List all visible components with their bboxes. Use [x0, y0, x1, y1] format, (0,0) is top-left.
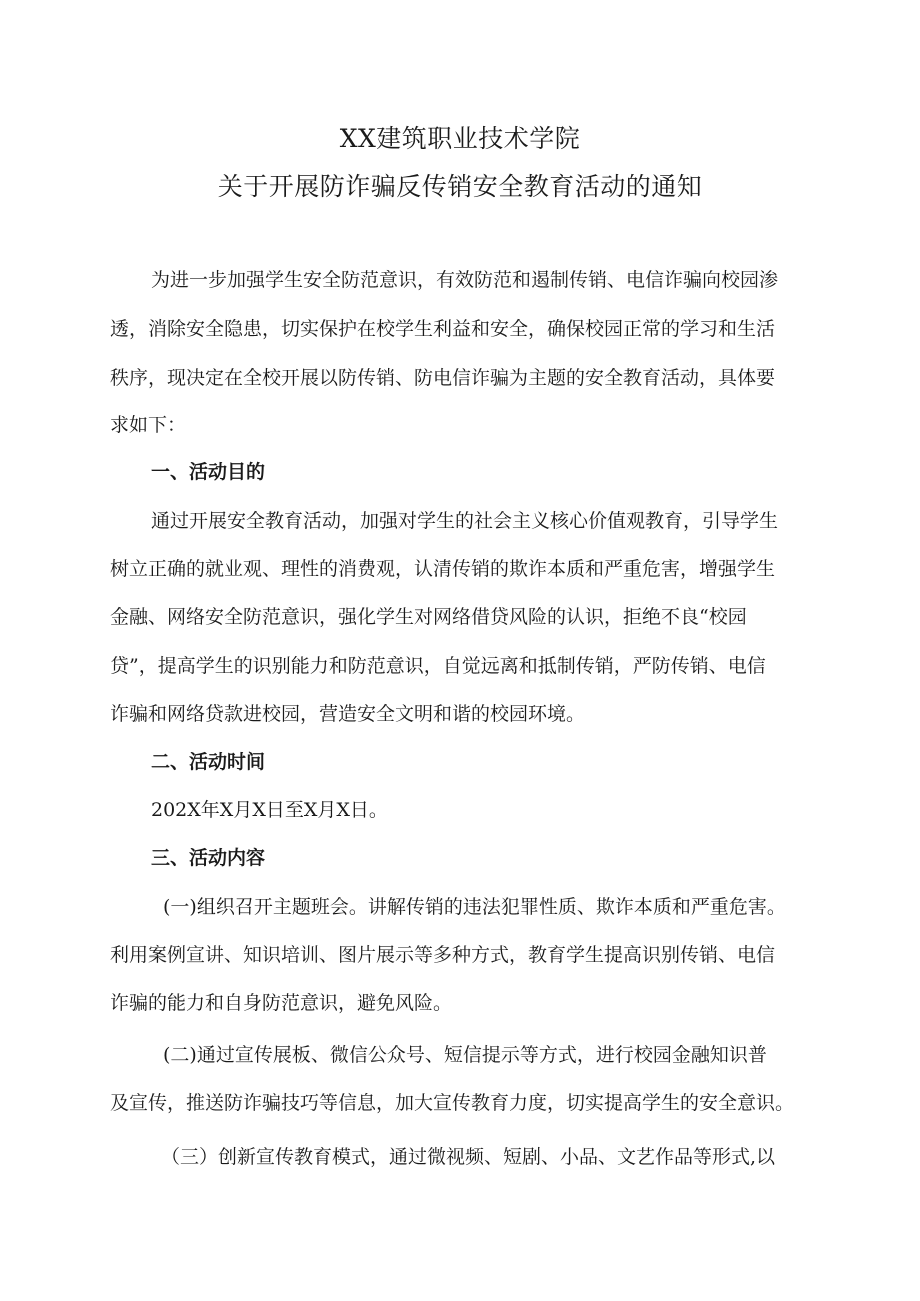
content-item3-line: （三）创新宣传教育模式，通过微视频、短剧、小品、文艺作品等形式,以	[161, 1146, 776, 1168]
document-title-school: XX建筑职业技术学院	[339, 124, 581, 153]
intro-line: 秩序，现决定在全校开展以防传销、防电信诈骗为主题的安全教育活动，具体要	[110, 367, 776, 389]
intro-line: 透，消除安全隐患，切实保护在校学生利益和安全，确保校园正常的学习和生活	[110, 318, 776, 340]
section-heading-content: 三、活动内容	[151, 847, 266, 869]
document-title-notice: 关于开展防诈骗反传销安全教育活动的通知	[217, 172, 703, 201]
content-item1-line: (一)组织召开主题班会。讲解传销的违法犯罪性质、欺诈本质和严重危害。	[163, 896, 786, 918]
purpose-line: 树立正确的就业观、理性的消费观，认清传销的欺诈本质和严重危害，增强学生	[110, 558, 776, 580]
content-item1-line: 诈骗的能力和自身防范意识，避免风险。	[110, 992, 453, 1014]
purpose-line: 通过开展安全教育活动，加强对学生的社会主义核心价值观教育，引导学生	[151, 510, 779, 532]
section-heading-purpose: 一、活动目的	[151, 461, 266, 483]
intro-line: 为进一步加强学生安全防范意识，有效防范和遏制传销、电信诈骗向校园渗	[151, 269, 779, 291]
content-item2-line: 及宣传，推送防诈骗技巧等信息，加大宣传教育力度，切实提高学生的安全意识。	[110, 1092, 795, 1114]
purpose-line: 诈骗和网络贷款进校园，营造安全文明和谐的校园环境。	[110, 703, 586, 725]
section-heading-time: 二、活动时间	[151, 751, 266, 773]
intro-line: 求如下：	[110, 414, 187, 436]
content-item2-line: (二)通过宣传展板、微信公众号、短信提示等方式，进行校园金融知识普	[163, 1044, 767, 1066]
content-item1-line: 利用案例宣讲、知识培训、图片展示等多种方式，教育学生提高识别传销、电信	[110, 944, 776, 966]
purpose-line: 贷”，提高学生的识别能力和防范意识，自觉远离和抵制传销，严防传销、电信	[110, 655, 766, 677]
time-line: 202X年X月X日至X月X日。	[151, 799, 388, 821]
purpose-line: 金融、网络安全防范意识，强化学生对网络借贷风险的认识，拒绝不良“校园	[110, 606, 747, 628]
